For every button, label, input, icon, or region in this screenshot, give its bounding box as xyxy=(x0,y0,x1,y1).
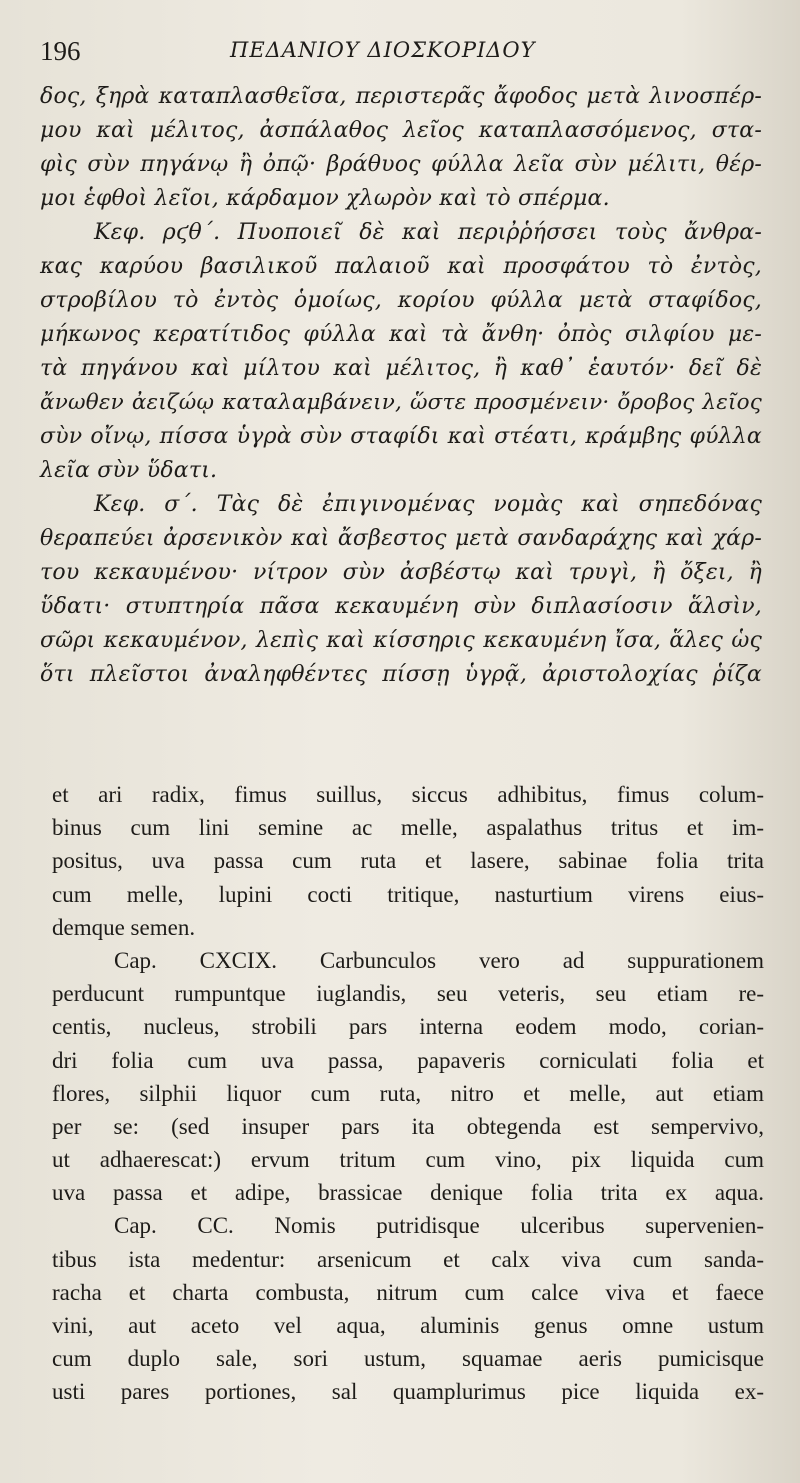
latin-line: usti pares portiones, sal quamplurimus pice liquida ex- xyxy=(52,1379,764,1405)
greek-line: Κεφ. σ΄. Τὰς δὲ ἐπιγινομένας νομὰς καὶ σηπεδόνας xyxy=(94,492,762,517)
latin-line: racha et charta combusta, nitrum cum calce viva et faece xyxy=(52,1279,764,1305)
page-header xyxy=(40,36,760,76)
greek-line: Κεφ. ρϛθ΄. Πυοποιεῖ δὲ καὶ περιῤῥήσσει τοὺς ἄνθρα- xyxy=(94,220,762,245)
latin-line: uva passa et adipe, brassicae denique folia trita ex aqua. xyxy=(52,1180,764,1206)
latin-text-block xyxy=(52,778,764,1409)
greek-line: ἄνωθεν ἀειζώῳ καταλαμβάνειν, ὥστε προσμένειν· ὄροβος λεῖος xyxy=(40,390,762,415)
latin-line: dri folia cum uva passa, papaveris corniculati folia et xyxy=(52,1047,764,1073)
greek-line: ὕδατι· στυπτηρία πᾶσα κεκαυμένη σὺν διπλασίοσιν ἅλσὶν, xyxy=(40,594,762,619)
latin-line: vini, aut aceto vel aqua, aluminis genus omne ustum xyxy=(52,1313,764,1338)
greek-line: τὰ πηγάνου καὶ μίλτου καὶ μέλιτος, ἢ καθ᾽ ἑαυτόν· δεῖ δὲ xyxy=(40,356,762,381)
greek-line: σὺν οἴνῳ, πίσσα ὑγρὰ σὺν σταφίδι καὶ στέατι, κράμβης φύλλα xyxy=(40,424,762,449)
latin-line: et ari radix, fimus suillus, siccus adhibitus, fimus colum- xyxy=(52,782,764,807)
greek-line: μοι ἑφθοὶ λεῖοι, κάρδαμον χλωρὸν καὶ τὸ σπέρμα. xyxy=(40,186,610,211)
greek-line: κας καρύου βασιλικοῦ παλαιοῦ καὶ προσφάτου τὸ ἐντὸς, xyxy=(40,254,762,279)
latin-line: per se: (sed insuper pars ita obtegenda est sempervivo, xyxy=(52,1113,764,1139)
latin-line: perducunt rumpuntque iuglandis, seu veteris, seu etiam re- xyxy=(52,981,764,1007)
greek-line: δος, ξηρὰ καταπλασθεῖσα, περιστερᾶς ἄφοδος μετὰ λινοσπέρ- xyxy=(40,84,762,109)
latin-line: cum duplo sale, sori ustum, squamae aeris pumicisque xyxy=(52,1346,764,1372)
latin-line: binus cum lini semine ac melle, aspalathus tritus et im- xyxy=(52,815,764,841)
latin-line: positus, uva passa cum ruta et lasere, sabinae folia trita xyxy=(52,848,764,874)
latin-line: tibus ista medentur: arsenicum et calx viva cum sanda- xyxy=(52,1246,764,1272)
greek-line: μήκωνος κερατίτιδος φύλλα καὶ τὰ ἄνθη· ὀπὸς σιλφίου με- xyxy=(40,322,762,347)
latin-line: centis, nucleus, strobili pars interna eodem modo, corian- xyxy=(52,1014,764,1040)
greek-line: του κεκαυμένου· νίτρον σὺν ἀσβέστῳ καὶ τρυγὶ, ἢ ὄξει, ἢ xyxy=(40,560,762,585)
latin-line: Cap. CC. Nomis putridisque ulceribus supervenien- xyxy=(114,1213,764,1239)
greek-line: στροβίλου τὸ ἐντὸς ὁμοίως, κορίου φύλλα μετὰ σταφίδος, xyxy=(40,288,762,313)
latin-line: flores, silphii liquor cum ruta, nitro et melle, aut etiam xyxy=(52,1080,764,1106)
latin-line: Cap. CXCIX. Carbunculos vero ad suppurationem xyxy=(114,947,764,973)
page-number: 196 xyxy=(40,36,81,66)
greek-line: σῶρι κεκαυμένον, λεπὶς καὶ κίσσηρις κεκαυμένη ἴσα, ἅλες ὡς xyxy=(40,628,762,653)
greek-line: λεῖα σὺν ὕδατι. xyxy=(40,458,218,483)
latin-line: ut adhaerescat:) ervum tritum cum vino, pix liquida cum xyxy=(52,1147,764,1173)
greek-line: φὶς σὺν πηγάνῳ ἢ ὀπῷ· βράθυος φύλλα λεῖα σὺν μέλιτι, θέρ- xyxy=(40,152,762,177)
running-title: ΠΕΔΑΝΙΟΥ ΔΙΟΣΚΟΡΙΔΟΥ xyxy=(230,38,536,62)
greek-text-block xyxy=(40,80,762,692)
latin-line: demque semen. xyxy=(52,914,196,940)
greek-line: μου καὶ μέλιτος, ἀσπάλαθος λεῖος καταπλασσόμενος, στα- xyxy=(40,118,762,143)
latin-line: cum melle, lupini cocti tritique, nasturtium virens eius- xyxy=(52,881,764,907)
greek-line: ὅτι πλεῖστοι ἀναληφθέντες πίσσῃ ὑγρᾷ, ἀριστολοχίας ῥίζα xyxy=(40,662,762,687)
greek-line: θεραπεύει ἀρσενικὸν καὶ ἄσβεστος μετὰ σανδαράχης καὶ χάρ- xyxy=(40,526,762,551)
